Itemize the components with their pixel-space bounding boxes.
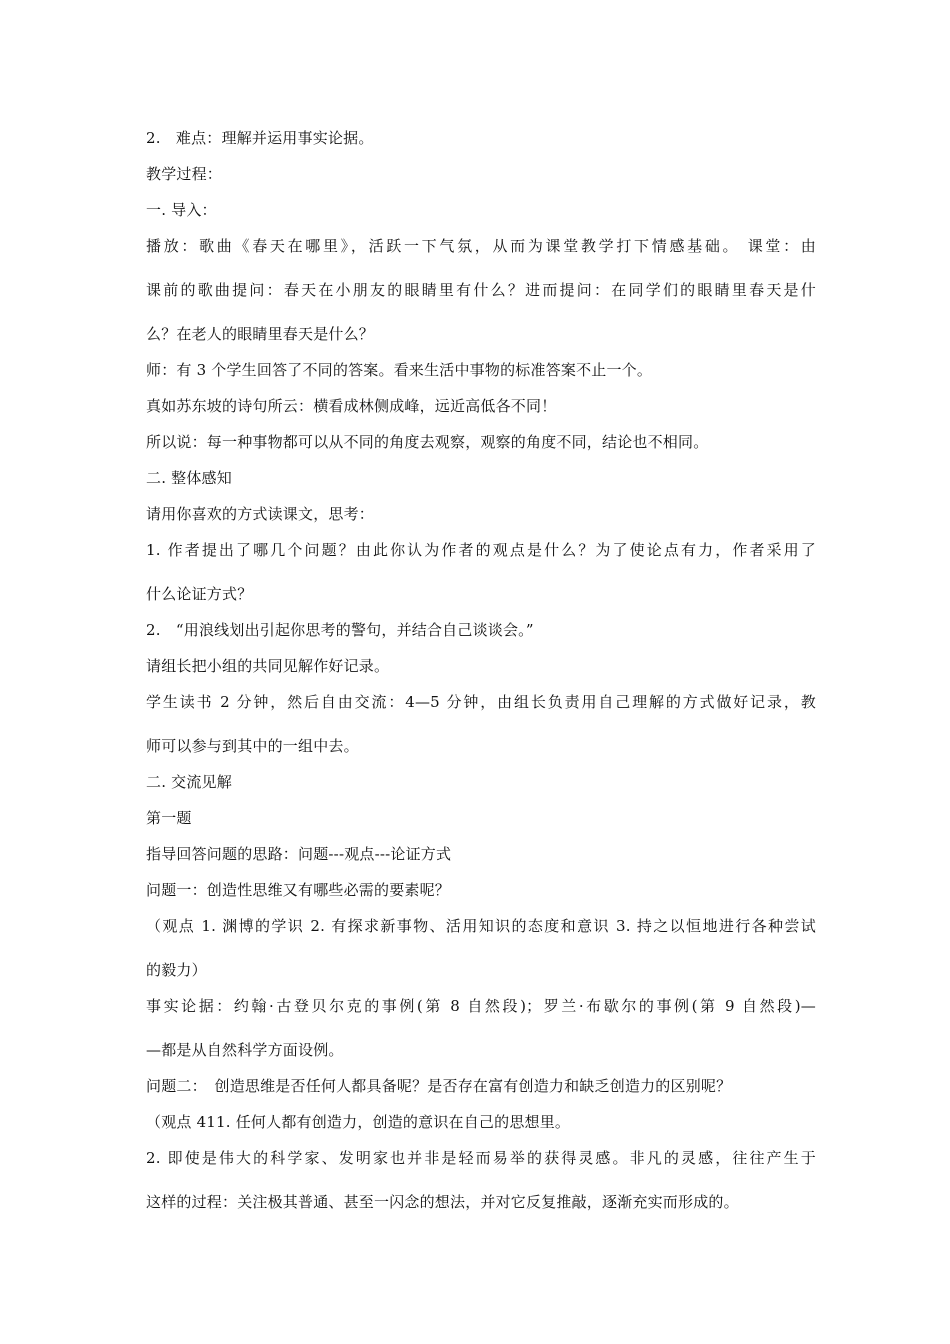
- section-heading-introduction: 一. 导入：: [146, 201, 217, 219]
- evidence-line: —都是从自然科学方面设例。: [146, 1041, 344, 1059]
- paragraph-line: 学生读书 2 分钟，然后自由交流：4—5 分钟，由组长负责用自己理解的方式做好记录，教: [146, 693, 816, 711]
- paragraph-line: 指导回答问题的思路：问题---观点---论证方式: [146, 845, 452, 863]
- document-body: [146, 124, 816, 1216]
- paragraph-line: 么？在老人的眼睛里春天是什么？: [146, 325, 375, 343]
- evidence-line: 事实论据：约翰·古登贝尔克的事例(第 8 自然段)；罗兰·布歇尔的事例(第 9 自然段)—: [146, 997, 816, 1015]
- section-heading-teaching-process: 教学过程：: [146, 165, 223, 183]
- question-item: 问题一：创造性思维又有哪些必需的要素呢？: [146, 881, 451, 899]
- paragraph-line: 请用你喜欢的方式读课文，思考：: [146, 505, 375, 523]
- question-item: 2. “用浪线划出引起你思考的警句，并结合自己谈谈会。”: [146, 621, 534, 639]
- paragraph-line: 2. 即使是伟大的科学家、发明家也并非是轻而易举的获得灵感。非凡的灵感，往往产生于: [146, 1149, 816, 1167]
- section-heading-overall-perception: 二. 整体感知: [146, 469, 232, 487]
- viewpoint-line: （观点 411. 任何人都有创造力，创造的意识在自己的思想里。: [146, 1113, 571, 1131]
- paragraph-line: 课前的歌曲提问：春天在小朋友的眼睛里有什么？进而提问：在同学们的眼睛里春天是什: [146, 281, 816, 299]
- viewpoint-line: 的毅力）: [146, 961, 207, 979]
- subheading-first-question: 第一题: [146, 809, 192, 827]
- paragraph-line: 播放：歌曲《春天在哪里》，活跃一下气氛，从而为课堂教学打下情感基础。 课堂：由: [146, 237, 816, 255]
- paragraph-line: 真如苏东坡的诗句所云：横看成林侧成峰，远近高低各不同！: [146, 397, 557, 415]
- paragraph-line: 所以说：每一种事物都可以从不同的角度去观察，观察的角度不同，结论也不相同。: [146, 433, 709, 451]
- section-heading-exchange-views: 二. 交流见解: [146, 773, 232, 791]
- question-item: 1. 作者提出了哪几个问题？由此你认为作者的观点是什么？为了使论点有力，作者采用了: [146, 541, 816, 559]
- paragraph-line: 请组长把小组的共同见解作好记录。: [146, 657, 390, 675]
- paragraph-line: 什么论证方式？: [146, 585, 253, 603]
- question-item: 问题二： 创造思维是否任何人都具备呢？是否存在富有创造力和缺乏创造力的区别呢？: [146, 1077, 732, 1095]
- difficulty-point: 2. 难点：理解并运用事实论据。: [146, 129, 374, 147]
- paragraph-line: 这样的过程：关注极其普通、甚至一闪念的想法，并对它反复推敲，逐渐充实而形成的。: [146, 1193, 739, 1211]
- paragraph-line: 师可以参与到其中的一组中去。: [146, 737, 359, 755]
- paragraph-line: 师：有 3 个学生回答了不同的答案。看来生活中事物的标准答案不止一个。: [146, 361, 653, 379]
- viewpoint-line: （观点 1. 渊博的学识 2. 有探求新事物、活用知识的态度和意识 3. 持之以恒地进行各种尝试: [146, 917, 816, 935]
